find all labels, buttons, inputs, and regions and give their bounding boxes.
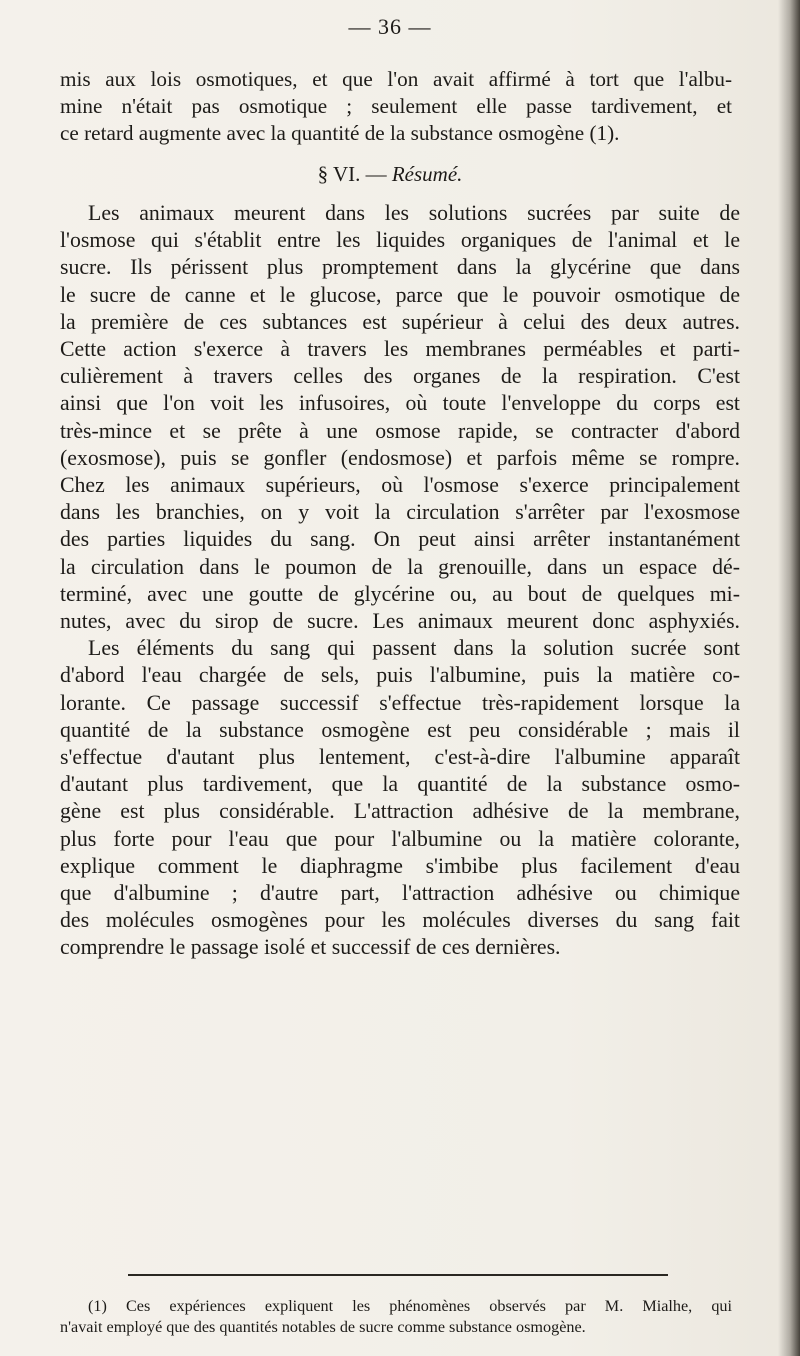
section-number: § VI. — bbox=[317, 162, 387, 186]
text-line: s'effectue d'autant plus lentement, c'est-à-dire l'albumine apparaît bbox=[60, 745, 740, 770]
text-line: la circulation dans le poumon de la grenouille, dans un espace dé- bbox=[60, 554, 740, 579]
text-line: d'autant plus tardivement, que la quantité de la substance osmo- bbox=[60, 772, 740, 797]
text-line: Les animaux meurent dans les solutions sucrées par suite de bbox=[88, 201, 740, 225]
text-line: des molécules osmogènes pour les molécules diverses du sang fait bbox=[60, 908, 740, 933]
text-line: la première de ces subtances est supérieur à celui des deux autres. bbox=[60, 309, 740, 334]
text-line: gène est plus considérable. L'attraction adhésive de la membrane, bbox=[60, 799, 740, 824]
text-line: dans les branchies, on y voit la circulation s'arrêter par l'exosmose bbox=[60, 500, 740, 525]
footnote-divider bbox=[128, 1274, 668, 1276]
text-line: terminé, avec une goutte de glycérine ou, au bout de quelques mi- bbox=[60, 581, 740, 606]
text-line: Cette action s'exerce à travers les membranes perméables et parti- bbox=[60, 337, 740, 362]
summary-paragraph bbox=[60, 200, 740, 962]
section-heading bbox=[0, 162, 780, 187]
text-line: explique comment le diaphragme s'imbibe plus facilement d'eau bbox=[60, 853, 740, 878]
text-line: l'osmose qui s'établit entre les liquides organiques de l'animal et le bbox=[60, 228, 740, 253]
text-line: Les éléments du sang qui passent dans la solution sucrée sont bbox=[88, 636, 740, 661]
text-line: culièrement à travers celles des organes de la respiration. C'est bbox=[60, 364, 740, 389]
text-line: des parties liquides du sang. On peut ainsi arrêter instantanément bbox=[60, 527, 740, 552]
page-edge-shadow bbox=[778, 0, 800, 1356]
text-line: lorante. Ce passage successif s'effectue très-rapidement lorsque la bbox=[60, 690, 740, 715]
footnote bbox=[60, 1296, 732, 1338]
text-line: Chez les animaux supérieurs, où l'osmose s'exerce principalement bbox=[60, 473, 740, 498]
section-title: Résumé. bbox=[391, 162, 463, 186]
text-line: nutes, avec du sirop de sucre. Les animaux meurent donc asphyxiés. bbox=[60, 609, 740, 634]
text-line: (exosmose), puis se gonfler (endosmose) et parfois même se rompre. bbox=[60, 445, 740, 470]
text-line: ce retard augmente avec la quantité de la substance osmogène (1). bbox=[60, 120, 620, 145]
footnote-line: n'avait employé que des quantités notables de sucre comme substance osmogène. bbox=[60, 1318, 586, 1336]
intro-paragraph bbox=[60, 66, 732, 147]
footnote-line: (1) Ces expériences expliquent les phénomènes observés par M. Mialhe, qui bbox=[88, 1297, 732, 1315]
text-line: sucre. Ils périssent plus promptement dans la glycérine que dans bbox=[60, 255, 740, 280]
text-line: plus forte pour l'eau que pour l'albumine ou la matière colorante, bbox=[60, 826, 740, 851]
text-line: comprendre le passage isolé et successif de ces dernières. bbox=[60, 935, 561, 960]
page-number: — 36 — bbox=[348, 14, 432, 39]
text-line: d'abord l'eau chargée de sels, puis l'albumine, puis la matière co- bbox=[60, 663, 740, 688]
text-line: ainsi que l'on voit les infusoires, où toute l'enveloppe du corps est bbox=[60, 391, 740, 416]
text-line: que d'albumine ; d'autre part, l'attraction adhésive ou chimique bbox=[60, 881, 740, 906]
text-line: très-mince et se prête à une osmose rapide, se contracter d'abord bbox=[60, 418, 740, 443]
text-line: mis aux lois osmotiques, et que l'on avait affirmé à tort que l'albu- bbox=[60, 67, 732, 91]
text-line: mine n'était pas osmotique ; seulement elle passe tardivement, et bbox=[60, 93, 732, 118]
text-line: le sucre de canne et le glucose, parce que le pouvoir osmotique de bbox=[60, 282, 740, 307]
text-line: quantité de la substance osmogène est peu considérable ; mais il bbox=[60, 717, 740, 742]
